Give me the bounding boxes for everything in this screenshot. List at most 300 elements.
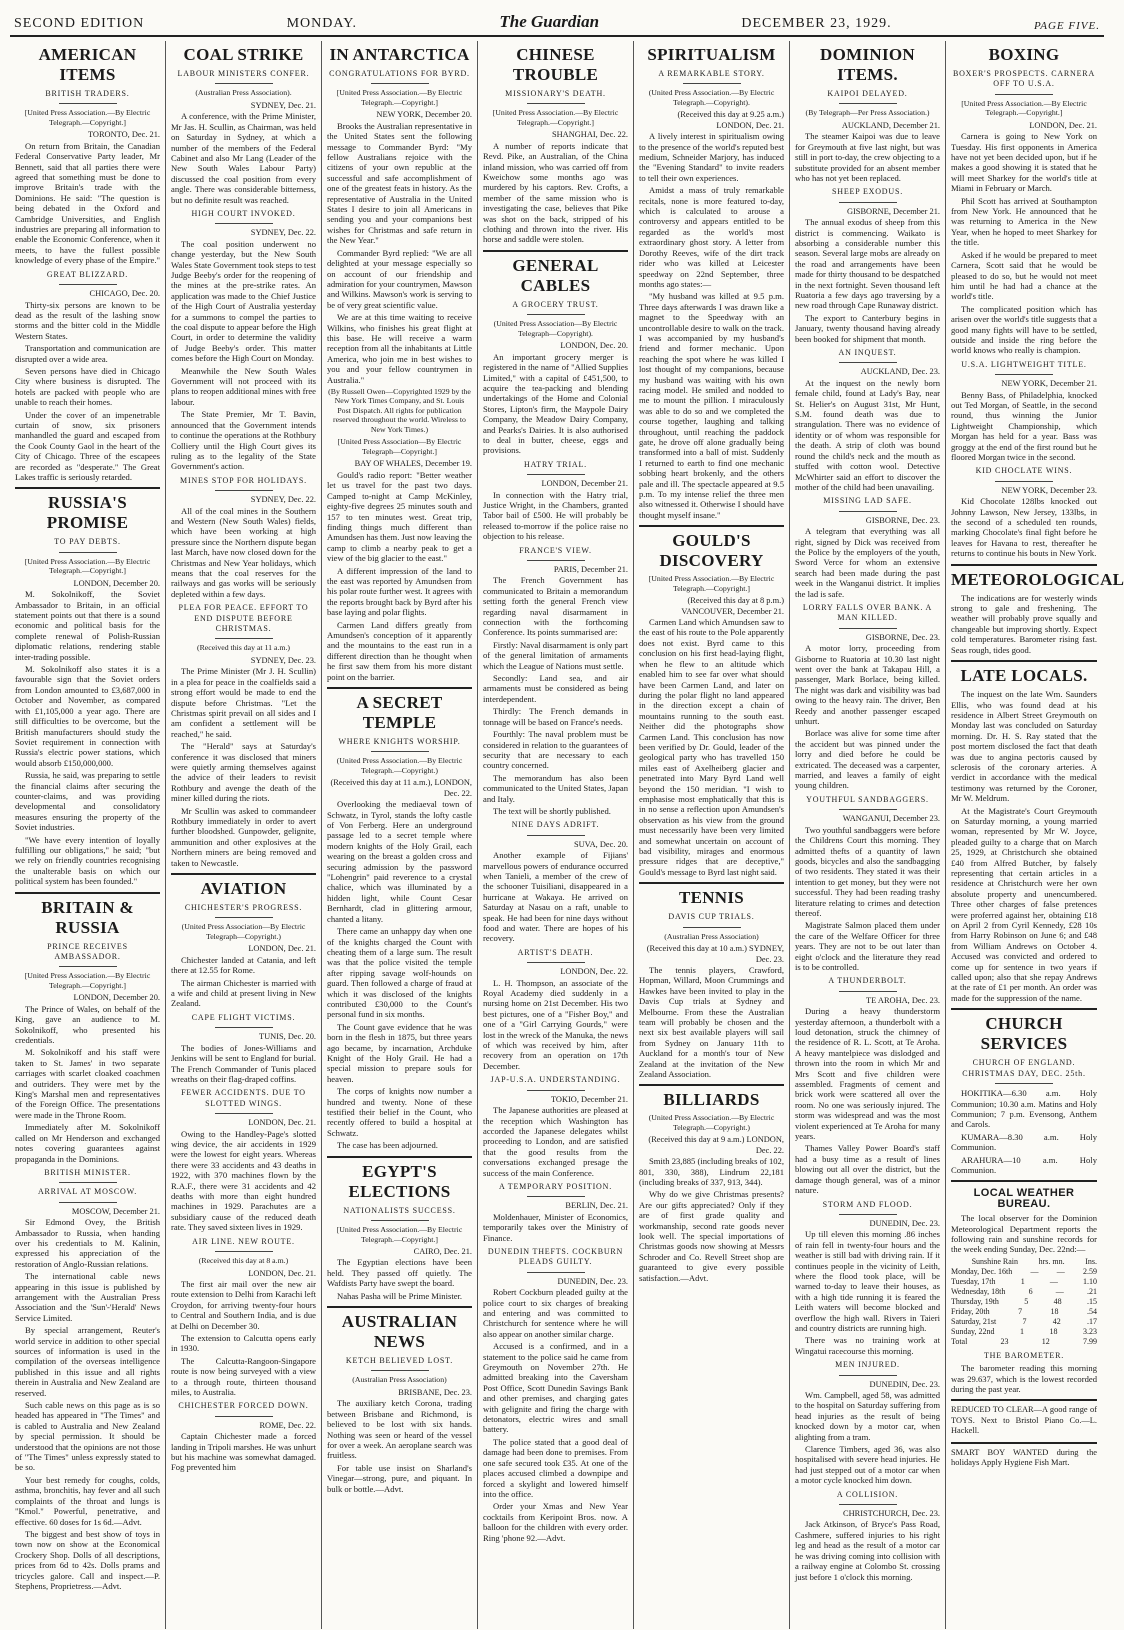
article-paragraph: Carmen Land which Amundsen saw to the east of his route to the Pole apparently does not exist. Byrd came to this conclusion on his first head-laying flight, when he flew to an altitude which enabled him to see far over what should have been Carmen Land, and later on during the polar flight no land appeared in the direction except a chain of mountains running to the south east. Neither did the photographs show Carmen Land. This conclusion has now been verified by Dr. Gould, leader of the geological party who has travelled 150 miles east of Axelheiberg glacier and penetrated into Mary Byrd Land well beyond the 150 meridian. "I wish to emphasise most emphatically that this is in no sense a reflection upon Amundsen's observation as his view from the ground must necessarily have been very limited and somewhat uncertain on account of bad visibility, mirages and enormous pressure ridges that are deceptive," Gould's message to Byrd last night said. [639, 617, 784, 877]
article-paragraph: Under the cover of an impenetrable curtain of snow, six prisoners manhandled the guard and escaped from the Cook County Gaol in the heart of the City of Chicago. Three of the escapees are recorded as "desperate." The Great Lakes traffic is seriously retarded. [15, 409, 160, 482]
section-rule [483, 250, 628, 252]
agency-credit: (Received this day at 8 a.m.) [198, 1256, 289, 1265]
section-subheading: BOXER'S PROSPECTS. CARNERA OFF TO U.S.A. [952, 69, 1096, 89]
short-rule [215, 1416, 273, 1417]
dateline: (Received this day at 9 a.m.) LONDON, Dec. 22. [648, 1135, 784, 1155]
rainfall-cell: Sunday, 22nd [951, 1326, 995, 1336]
article-paragraph: Another example of Fijians' marvellous powers of endurance occurred when Tanieli, a member of the crew of the schooner Tuisiliani, disappeared in a hurricane at Wakaya. He arrived on Saturday at Nasau on a raft, unable to speak. He had been for nine days without food and water. There are hopes of his recovery. [483, 850, 628, 944]
section-subheading: HIGH COURT INVOKED. [191, 208, 296, 218]
article-paragraph: Russia, he said, was preparing to settle the financial claims after securing the counter-claims, and was providing developmental and consolidatory measures ensuring the property of the Soviet industries. [15, 770, 160, 833]
short-rule [995, 1083, 1053, 1084]
dateline: LONDON, December 20. [73, 993, 160, 1003]
section-subheading: TO PAY DEBTS. [54, 537, 121, 547]
dateline: LONDON, Dec. 21. [248, 1268, 316, 1278]
dateline: NEW YORK, December 20. [376, 110, 472, 120]
section-heading: RUSSIA'S PROMISE [46, 493, 129, 533]
article-paragraph: Phil Scott has arrived at Southampton from New York. He announced that he was returning to America in the New Year, when he hoped to meet Sharkey for the title. [951, 195, 1097, 248]
short-rule [839, 809, 897, 810]
dateline: MOSCOW, December 21. [71, 1206, 160, 1216]
rainfall-row [951, 1287, 1097, 1297]
dateline: SYDNEY, Dec. 22. [250, 495, 316, 505]
article-paragraph: In connection with the Hatry trial, Justice Wright, in the Chambers, granted Tabor bail of £500. He will probably be released to-morrow if the police raise no objection to his release. [483, 489, 628, 542]
rainfall-cell: 18 [1050, 1306, 1059, 1316]
rainfall-cell: — [1055, 1286, 1064, 1296]
article-paragraph: HOKITIKA—6.30 a.m. Holy Communion; 10.30 a.m. Matins and Holy Communion; 7 p.m. Evensong, Anthem and Carols. [951, 1088, 1097, 1130]
rainfall-cell: 5 [1024, 1296, 1029, 1306]
short-rule [215, 83, 273, 84]
section-heading: METEOROLOGICAL [951, 569, 1124, 589]
article-paragraph: Mr Scullin was asked to commandeer Rothbury immediately in order to avert further bloodshed. Gunpowder, gelignite, ammunition and other explosives at the Northern miners are being removed and taken to Newcastle. [171, 805, 316, 868]
rainfall-cell: .54 [1087, 1306, 1097, 1316]
short-rule [995, 481, 1053, 482]
short-rule [527, 1090, 585, 1091]
short-rule [59, 1182, 117, 1183]
rainfall-row [951, 1317, 1097, 1327]
section-subheading: MEN INJURED. [835, 1360, 900, 1370]
agency-credit: (United Press Association.—By Electric Telegraph.—Copyright.) [648, 1113, 775, 1132]
article-paragraph: During a heavy thunderstorm yesterday afternoon, a thunderbolt with a loud detonation, struck the chimney of the residence of R. L. Scott, at Te Aroha. A heavy mantelpiece was dislodged and thrown into the room in which Mr and Mrs Scott and five children were assembled. Fragments of cement and brick work were scattered all over the room. No one was seriously injured. The storm was widespread and was the most violent experienced at Te Aroha for many years. [795, 1006, 940, 1142]
article-paragraph: Kid Chocolate 128lbs knocked out Johnny Lawson, New Jersey, 133lbs, in the second of a scheduled ten rounds, marking Chocolate's final fight before he leaves for Havana to rest, thereafter he returns to continue his bouts in New York. [951, 496, 1097, 559]
article-paragraph: The Calcutta-Rangoon-Singapore route is now being surveyed with a view to a through route, thirteen thousand miles, to Australia. [171, 1355, 316, 1397]
rainfall-total-cell: 23 [1000, 1336, 1009, 1346]
dateline: SUVA, Dec. 20. [573, 839, 628, 849]
article-paragraph: Carnera is going to New York on Tuesday. His first opponents in America have not yet been decided upon, but if he makes a good showing it is stated that he will meet Sharkey for the world's title at Miami in February or March. [951, 131, 1097, 194]
rainfall-total-cell: 7.99 [1082, 1336, 1097, 1346]
section-subheading: CHICHESTER FORCED DOWN. [178, 1401, 309, 1411]
article-paragraph: Commander Byrd replied: "We are all delighted at your message especially so on account of our friendship and admiration for your countrymen, Mawson and Wilkins. Mawson's work is serving to be of very great scientific value. [327, 247, 472, 310]
article-paragraph: Order your Xmas and New Year cocktails from Keripoint Bros. now. A balloon for the children with every order. Ring 'phone 92.—Advt. [483, 1501, 628, 1543]
article-paragraph: At the inquest on the newly born female child, found at Lady's Bay, near St. Helier's on August 31st, Mr Hunt, S.M. found death was due to strangulation. There was no evidence of identity or of whom was responsible for the death. A strip of cloth was bound round the child's neck and the mouth as stuffed with cotton wool. Detective McWhirter said an effort to discover the mother of the child had been unavailing. [795, 377, 940, 492]
column-4 [478, 41, 634, 1629]
section-rule [639, 1084, 784, 1086]
article-paragraph: M. Sokolnikoff, the Soviet Ambassador to Britain, in an official statement points out that there is a sound economic and political basis for the complete renewal of Polish-Russian diplomatic relations, rendering stable inter-trading possible. [15, 589, 160, 662]
article-paragraph: The Egyptian elections have been held. They passed off quietly. The Wafdists Party have swept the board. [327, 1257, 472, 1289]
section-subheading: NINE DAYS ADRIFT. [511, 820, 600, 830]
section-rule [951, 1180, 1097, 1182]
short-rule [215, 1113, 273, 1114]
article-paragraph: Asked if he would be prepared to meet Carnera, Scott said that he would be pleased to do so, but he would not meet him until he had had a chance at the world's title. [951, 249, 1097, 302]
agency-credit: [United Press Association—By Electric Telegraph—Copyright.] [337, 437, 462, 456]
section-subheading: A REMARKABLE STORY. [658, 69, 765, 78]
short-rule [527, 314, 585, 315]
dateline: SHANGHAI, Dec. 22. [551, 130, 628, 140]
article-paragraph: Robert Cockburn pleaded guilty at the police court to six charges of breaking and entering and was committed to Christchurch for sentence where he will also appear on another similar charge. [483, 1287, 628, 1339]
barometer-heading: THE BAROMETER. [983, 1350, 1065, 1360]
section-subheading: AN INQUEST. [838, 348, 897, 358]
section-subheading: DUNEDIN THEFTS. COCKBURN PLEADS GUILTY. [487, 1246, 624, 1267]
rainfall-total-cell: Total [951, 1336, 968, 1346]
section-rule [951, 564, 1097, 566]
article-paragraph: Thames Valley Power Board's staff had a busy time as a result of lines blowing out all over the district, but the damage though general, was of a minor nature. [795, 1143, 940, 1196]
dateline: LONDON, Dec. 21. [1029, 120, 1097, 130]
article-paragraph: On return from Britain, the Canadian Federal Conservative Party leader, Mr Bennett, said that all parties there were agreed that something must be done to improve Britain's trade with the Dominions. He said: "The question is being debated in the Oxford and Cambridge Universities, and English industries are preparing all information to enable the Economic Conference, when it meets, to have the fullest possible knowledge of every phase of the Empire." [15, 140, 161, 266]
short-rule [839, 362, 897, 363]
section-heading: CHINESE TROUBLE [512, 45, 599, 84]
agency-credit: (United Press Association.—By Electric Telegraph.—Copyright.) [336, 756, 463, 775]
classified-ad: REDUCED TO CLEAR—A good range of TOYS. Next to Bristol Piano Co.—L. Hackell. [951, 1405, 1097, 1436]
article-paragraph: Transportation and communication are disrupted over a wide area. [15, 343, 160, 364]
rainfall-cell: 1 [1019, 1326, 1024, 1336]
section-rule [327, 1156, 472, 1158]
rainfall-cell: Tuesday, 17th [951, 1276, 996, 1286]
section-subheading: GREAT BLIZZARD. [46, 269, 129, 279]
short-rule [839, 628, 897, 629]
rainfall-total-row [951, 1337, 1097, 1347]
section-subheading: ARTIST'S DEATH. [517, 947, 594, 957]
dateline: DUNEDIN, Dec. 23. [869, 1218, 940, 1228]
article-paragraph: The bodies of Jones-Williams and Jenkins will be sent to England for burial. The French Commander of Tunis placed wreaths on their flag-draped coffins. [171, 1042, 316, 1084]
section-subheading: BRITISH MINISTER. [44, 1167, 131, 1177]
short-rule [527, 1272, 585, 1273]
section-subheading: KID CHOCLATE WINS. [975, 466, 1073, 476]
section-rule [951, 1008, 1097, 1010]
section-subheading: CHURCH OF ENGLAND. CHRISTMAS DAY, DEC. 25th. [962, 1058, 1086, 1078]
rainfall-row [951, 1327, 1097, 1337]
rainfall-cell: .17 [1086, 1316, 1097, 1326]
agency-credit: (By Telegraph—Per Press Association.) [805, 108, 930, 118]
article-paragraph: The "Herald" says at Saturday's conference it was disclosed that miners were quietly arming themselves against the advice of their leaders to revisit Rothbury and avenge the death of the miner killed during the riots. [171, 741, 316, 804]
issue-date: DECEMBER 23, 1929. [741, 16, 892, 31]
rainfall-cell: Thursday, 19th [951, 1296, 999, 1306]
rainfall-cell: Friday, 20th [951, 1306, 990, 1316]
agency-credit: (By Russell Owen—Copyrighted 1929 by the New York Times Company, and St. Louis Post Dispatch. All rights for publication reserved throughout the world. Wireless to New York Times.) [328, 386, 471, 434]
short-rule [215, 223, 273, 224]
dateline: NEW YORK, December 23. [1001, 485, 1097, 495]
article-paragraph: Chichester landed at Catania, and left there at 12.55 for Rome. [171, 954, 316, 976]
article-paragraph: Meanwhile the New South Wales Government will not proceed with its plans to reopen additional mines with free labour. [171, 365, 316, 407]
section-subheading: FRANCE'S VIEW. [519, 545, 592, 555]
section-heading: GOULD'S DISCOVERY [659, 531, 764, 571]
rainfall-row [951, 1267, 1097, 1277]
agency-credit: [United Press Association.—By Electric Telegraph.—Copyright.] [336, 88, 463, 107]
section-rule [639, 525, 784, 527]
article-paragraph: Benny Bass, of Philadelphia, knocked out Ted Morgan, of Seattle, in the second round, thus winning the Junior Lightweight Championship, which Morgan has held for a year. Bass was groggy at the end of the first round but he floored Morgan twice in the second. [951, 389, 1097, 462]
dateline: DUNEDIN, Dec. 23. [557, 1276, 628, 1286]
article-paragraph: Amidst a mass of truly remarkable recitals, none is more featured to-day, which is calculated to arouse a controversy and appears entitled to be regarded as the world's most extraordinary ghost story. A letter from Dorothy Reeves, wife of the dirt track rider who was killed at Leicester speedway on 22nd September, three months ago states:— [639, 185, 784, 289]
article-paragraph: The export to Canterbury begins in January, twenty thousand having already been booked for shipment that month. [795, 312, 940, 344]
section-subheading: MISSING LAD SAFE. [823, 496, 912, 506]
article-paragraph: A different impression of the land to the east was reported by Amundsen from his polar route further west. It agrees with the reports brought back by Byrd after his base laying and polar flights. [327, 565, 472, 618]
dateline: LONDON, December 21. [541, 479, 628, 489]
agency-credit: (United Press Association—By Electric Telegraph—Copyright.) [181, 922, 306, 941]
dateline: (Received this day at 9.25 a.m.) LONDON, Dec. 21. [677, 110, 784, 130]
agency-credit: [United Press Association.—By Electric Telegraph.—Copyright.] [24, 971, 151, 990]
rainfall-cell: Wednesday, 18th [951, 1286, 1006, 1296]
article-paragraph: Fourthly: The naval problem must be considered in relation to the guarantees of security that are necessary to each country concerned. [483, 729, 628, 771]
article-paragraph: KUMARA—8.30 a.m. Holy Communion. [951, 1131, 1097, 1153]
section-heading: CHURCH SERVICES [980, 1014, 1068, 1054]
article-paragraph: The airman Chichester is married with a wife and child at present living in New Zealand. [171, 977, 316, 1009]
short-rule [839, 103, 897, 104]
rainfall-cell: 1 [1020, 1276, 1025, 1286]
paper-title: The Guardian [499, 12, 600, 31]
short-rule [371, 751, 429, 752]
short-rule [839, 991, 897, 992]
short-rule [527, 1196, 585, 1197]
section-rule [951, 660, 1097, 662]
article-paragraph: Owing to the Handley-Page's slotted wing device, the air accidents in 1929 were the lowest for eight years. Whereas there were 33 accidents and 43 deaths in 1922, with 370 machines flown by the R.A.F., there were 31 accidents and 42 deaths with more than eight hundred machines in 1929. Parachutes are a subsidiary cause of the reduced death rate. They saved sixteen lives in 1929. [171, 1128, 316, 1233]
rainfall-total-cell: 12 [1041, 1336, 1050, 1346]
article-paragraph: The inquest on the late Wm. Saunders Ellis, who was found dead at his residence in Albert Street Greymouth on Monday last was concluded on Saturday morning. Dr. H. S. Ray stated that the post mortem disclosed the fact that death was due to angina pectoris caused by sclerosis of the coronary arteries. A verdict in accordance with the medical testimony was returned by the Coroner, Mr W. Meldrum. [951, 689, 1097, 804]
section-subheading: NATIONALISTS SUCCESS. [343, 1205, 456, 1215]
section-heading: A SECRET TEMPLE [356, 693, 443, 732]
article-paragraph: "My husband was killed at 9.5 p.m. Three days afterwards I was drawn like a magnet to the Speedway with an uncontrollable desire to walk on the track. I was accompanied by my husband's friend and former mechanic. Upon reaching the spot where he was killed I lost thought of my companions, because my husband was waiting with his own racing model. He smiled and nodded to me to mount the pillion. I miraculously was able to do so and we completed the course together, laughing and talking throughout, until reaching the paddock gate, he drove off alone gradually being transformed into a ball of mist. Suddenly I returned to earth to find one mechanic sobbing heart brokenly, and the others pale and ill. The spectacle appeared at 9.5 p.m. To my intense relief the three men also witnessed it. Otherwise I should have thought myself insane." [639, 291, 784, 520]
dateline: CHRISTCHURCH, Dec. 23. [842, 1509, 940, 1519]
article-paragraph: Brooks the Australian representative in the United States sent the following message to Commander Byrd: "My fellow Australians rejoice with the citizens of your own republic at the successful and safe accomplishment of one of the greatest feats in history. As the representative of Australia in the United States I desire to join all Americans in sending you and your companions best wishes for Christmas and safe return in the New Year." [327, 120, 472, 246]
article-paragraph: A conference, with the Prime Minister, Mr Jas. H. Scullin, as Chairman, was held on Saturday in Sydney, at which a number of the members of the Federal Cabinet and also Mr Lang (Leader of the New South Wales Labour Party) discussed the coal position from every angle. There was considerable bitterness, but no definite result was reached. [171, 111, 316, 205]
ad-rule [951, 1399, 1097, 1401]
agency-credit: [United Press Association.—By Electric Telegraph.—Copyright.] [961, 98, 1087, 118]
rainfall-cell: — [1056, 1266, 1065, 1276]
article-paragraph: The biggest and best show of toys in town now on show at the Economical Crockery Shop. Dolls of all descriptions, prices from 6d to 42s. Dolls prams and tricycles galore. Call and inspect.—P. Stephens, Proprietress.—Advt. [15, 1528, 160, 1591]
column-1 [10, 41, 166, 1629]
article-paragraph: Your best remedy for coughs, colds, asthma, bronchitis, hay fever and all such complaints of the throat and lungs is "Kmol." Powerful, penetrative, and effective. 60 doses for 1s 6d.—Advt. [15, 1474, 160, 1527]
rainfall-col-head: hrs. mn. [1038, 1256, 1065, 1266]
rainfall-cell: .15 [1087, 1296, 1097, 1306]
article-paragraph: "We have every intention of loyally fulfilling our obligations," he said; "but we rely on friendly countries recognising the unalterable basis on which our political system has been founded." [15, 834, 160, 887]
agency-credit: [United Press Association.—By Electric Telegraph.—Copyright.] [24, 556, 151, 576]
dateline: PARIS, December 21. [553, 565, 628, 574]
article-paragraph: Up till eleven this morning .86 inches of rain fell in twenty-four hours and the weather is still bad with driving rain. If it continues people in the vicinity of Leith, where the flood took place, will be warned to-day to leave their houses, as with a high tide running it is feared the Leith waters will become blocked and overflow the high wall. Rivers in Taieri and country districts are running high. [795, 1229, 940, 1333]
section-heading: EGYPT'S ELECTIONS [348, 1161, 451, 1201]
agency-credit: (Received this day at 11 a.m.) [196, 643, 291, 653]
article-paragraph: Smith 23,885 (including breaks of 102, 801, 330, 388), Lindrum 22,181 (including breaks of 337, 913, 344). [639, 1156, 784, 1188]
article-paragraph: Two youthful sandbaggers were before the Childrens Court this morning. They admitted thefts of a quantity of lawn goods, bicycles and also the sandbagging of two residents. They stated it was their intention to get money, but they were not successful. They had been reading trashy literature relating to crimes and detection thereof. [795, 824, 940, 918]
short-rule [995, 374, 1053, 375]
dateline: NEW YORK, December 21. [1001, 379, 1097, 389]
dateline: TOKIO, December 21. [550, 1094, 628, 1104]
dateline: LONDON, December 20. [73, 578, 160, 588]
article-paragraph: The auxiliary ketch Corona, trading between Brisbane and Richmond, is believed to be lost with six hands. Nothing was seen or heard of the vessel for over a week. An aeroplane search was fruitless. [327, 1398, 472, 1461]
dateline: BRISBANE, Dec. 23. [398, 1387, 472, 1397]
dateline: CHICAGO, Dec. 20. [89, 289, 160, 299]
article-paragraph: At the Magistrate's Court Greymouth on Saturday morning, a young married woman, represented by Mr W. Joyce, pleaded guilty to a charge that on March 25, 1929, at Christchurch she obtained £40 from Alfred Butcher, by falsely representing that certain articles in a residence at Christchurch were her own absolute property and unencumbered. Three other charges of false pretences were proferred against her, obtaining £18 on April 2 from Cyril Kennedy, £28 10s from Harry Robinson on June 6; and £48 from William Andrews on October 4. Accused was convicted and ordered to come up for sentence in two years if called upon; also that she repay Andrews at the rate of £1 per month. An order was made for the suppression of the name. [951, 805, 1097, 1003]
short-rule [527, 103, 585, 104]
dateline: (Received this day at 8 p.m.) VANCOUVER, December 21. [681, 596, 784, 616]
rainfall-header-row [951, 1257, 1097, 1267]
section-heading: AVIATION [200, 879, 287, 899]
article-paragraph: M. Sokolnikoff also states it is a favourable sign that the Soviet orders from London amounted to £3,687,000 in October and November, as compared with £1,105,000 a year ago. There are still difficulties to be overcome, but the British manufacturers should study the Soviet requirement in connection with Russia's electric power stations, which would absorb £150,000,000. [15, 664, 160, 768]
short-rule [839, 511, 897, 512]
rainfall-cell: Saturday, 21st [951, 1316, 997, 1326]
agency-credit: [United Press Association.—By Electric Telegraph.—Copyright.] [492, 108, 619, 127]
column-3 [322, 41, 478, 1629]
section-rule [171, 873, 316, 875]
rainfall-cell: 18 [1049, 1326, 1058, 1336]
rainfall-row [951, 1277, 1097, 1287]
article-paragraph: The annual exodus of sheep from this district is commencing. Waikato is absorbing a considerable number this season. Several large mobs are already on the road and arrangements have been made for thirty thousand to be despatched in the next fortnight. Seven thousand left Ruatoria a few days ago traversing by a new road through Cape Runaway district. [795, 217, 940, 311]
short-rule [215, 1027, 273, 1028]
section-subheading: PRINCE RECEIVES AMBASSADOR. [47, 941, 128, 961]
rainfall-cell: 48 [1053, 1296, 1062, 1306]
classified-ad: SMART BOY WANTED during the holidays Apply Hygiene Fish Mart. [951, 1447, 1097, 1468]
section-subheading: MISSIONARY'S DEATH. [505, 89, 606, 98]
article-paragraph: We are at this time waiting to receive Wilkins, who finishes his great flight at this base. He will receive a warm reception from all the inhabitants at Little America, who join me in best wishes to you and your fellow countrymen in Australia." [327, 312, 472, 385]
article-paragraph: Such cable news on this page as is so headed has appeared in "The Times" and is cabled to Australia and New Zealand by special permission. It should be understood that the opinions are not those of "The Times" unless expressly stated to be so. [15, 1400, 160, 1473]
dateline: WANGANUI, December 23. [842, 814, 940, 824]
section-subheading: WHERE KNIGHTS WORSHIP. [338, 737, 461, 746]
article-paragraph: Sir Edmond Ovey, the British Ambassador to Russia, when handing over his credentials to M. Kalinin, expressed his appreciation of the restoration of Anglo-Russian relations. [15, 1217, 160, 1269]
dateline: DUNEDIN, Dec. 23. [869, 1379, 940, 1389]
article-paragraph: The memorandum has also been communicated to the United States, Japan and Italy. [483, 772, 628, 804]
section-heading: AMERICAN ITEMS [38, 45, 137, 84]
section-heading: GENERAL CABLES [512, 255, 599, 295]
dateline: SYDNEY, Dec. 22. [250, 228, 316, 238]
short-rule [527, 962, 585, 963]
rainfall-cell: 3.23 [1082, 1326, 1097, 1336]
agency-credit: [United Press Association.—By Electric Telegraph.—Copyright.] [336, 1225, 463, 1244]
agency-credit: (United Press Association—By Electric Telegraph—Copyright). [493, 319, 618, 338]
column-7 [946, 41, 1124, 1629]
dateline: LONDON, Dec. 22. [560, 967, 628, 977]
edition-label: SECOND EDITION [14, 16, 145, 31]
article-paragraph: The Prince of Wales, on behalf of the King, gave an audience to M. Sokolnikoff, who presented his credentials. [15, 1003, 160, 1046]
dateline: AUCKLAND, December 21. [841, 120, 940, 130]
short-rule [371, 83, 429, 84]
section-heading: DOMINION ITEMS. [820, 45, 915, 84]
short-rule [59, 103, 117, 104]
article-paragraph: By special arrangement, Reuter's world service in addition to other special sources of information is used in the compilation of the overseas intelligence published in this issue and all rights therein in Australia and New Zealand are reserved. [15, 1325, 160, 1398]
dateline: SYDNEY, Dec. 23. [250, 655, 316, 665]
article-paragraph: The State Premier, Mr T. Bavin, announced that the Government intends to continue the operations at the Rothbury Colliery until the High Court gives its ruling as to the legality of the State Government's action. [171, 409, 316, 472]
section-rule [639, 882, 784, 884]
dateline: GISBORNE, Dec. 23. [865, 515, 940, 525]
short-rule [59, 284, 117, 285]
article-paragraph: For table use insist on Sharland's Vinegar—strong, pure, and piquant. In bulk or bottle.—Advt. [327, 1462, 472, 1494]
article-paragraph: The Prime Minister (Mr J. H. Scullin) in a plea for peace in the coalfields said a strong effort would be made to end the dispute before Christmas. "Let the Christmas spirit prevail on all sides and I am confident a settlement will be reached," he said. [171, 666, 316, 739]
article-paragraph: The international cable news appearing in this issue is published by arrangement with the Australian Press Association and the 'Sun'-'Herald' News Service Limited. [15, 1271, 160, 1323]
rainfall-cell: Monday, Dec. 16th [951, 1266, 1013, 1276]
agency-credit: (Australian Press Association). [195, 88, 292, 98]
section-subheading: YOUTHFUL SANDBAGGERS. [806, 794, 929, 804]
rainfall-cell: 7 [1022, 1316, 1027, 1326]
article-paragraph: The Japanese authorities are pleased at the reception which Washington has accorded the Japanese delegates whilst proceeding to London, and are satisfied that the good results from the conversations exchanged presage the success of the main Conference. [483, 1105, 628, 1178]
article-paragraph: A motor lorry, proceeding from Gisborne to Ruatoria at 10.30 last night went over the bank at Takapau Hill, a passenger, Mark Borlace, being killed. The night was dark and visibility was bad owing to the heavy rain. The driver, Ben Reedy and another passenger escaped unhurt. [795, 643, 940, 727]
column-2 [166, 41, 322, 1629]
article-paragraph: Moldenhauer, Minister of Economics, temporarily takes over the Ministry of Finance. [483, 1211, 628, 1243]
rainfall-cell: .21 [1087, 1286, 1097, 1296]
section-subheading: CONGRATULATIONS FOR BYRD. [329, 69, 470, 78]
article-paragraph: M. Sokolnikoff and his staff were taken to St. James' in two separate carriages with scarlet cloaked coachmen and outriders. They were met by the King's Marshal men and representatives of the Foreign Office. The presentations were made in the Throne Room. [15, 1047, 160, 1120]
article-paragraph: Overlooking the mediaeval town of Schwatz, in Tyrol, stands the lofty castle of Von Ferberg. Here an underground passage led to a secret temple where modern knights of the Holy Grail, each wearing on the breast a golden cross and securing admission by the password "Lohengrin" paid reverence to a crystal chalice, which was illuminated by a hidden light, while Count Cesar Bernhardt, clad in glittering armour, chanted a litany. [327, 799, 472, 924]
section-rule [15, 892, 160, 894]
article-paragraph: There came an unhappy day when one of the knights charged the Count with cheating them of a large sum. The result was that the police visited the temple after ripping savage wolf-hounds on guard. Then followed a charge of fraud at which it was disclosed of the knights contributed £30,000 to the Count's personal fund in six months. [327, 926, 472, 1020]
short-rule [59, 552, 117, 553]
article-paragraph: Nahas Pasha will be Prime Minister. [337, 1290, 463, 1301]
section-heading: IN ANTARCTICA [329, 45, 470, 64]
short-rule [527, 474, 585, 475]
article-paragraph: The Count gave evidence that he was born in the flesh in 1875, but three years ago became, by incarnation, Archduke Knight of the Holy Grail. He had a special mission to prepare souls for heaven. [327, 1021, 472, 1084]
section-heading: BOXING [988, 45, 1060, 64]
agency-credit: (United Press Association.—By Electric Telegraph.—Copyright). [648, 88, 775, 107]
section-subheading: LABOUR MINISTERS CONFER. [177, 69, 310, 78]
rainfall-cell: — [1049, 1276, 1058, 1286]
page-number: PAGE FIVE. [1033, 20, 1100, 32]
article-paragraph: Thirdly: The French demands in tonnage will be based on France's needs. [483, 706, 628, 727]
article-paragraph: Wm. Campbell, aged 58, was admitted to the hospital on Saturday suffering from head injuries as the result of being knocked down by a motor car, when alighting from a tram. [795, 1390, 940, 1442]
section-heading: LATE LOCALS. [960, 666, 1088, 686]
article-paragraph: A number of reports indicate that Revd. Pike, an Australian, of the China inland mission, who was carried off from Kweichow some months ago was murdered by his captors. Rev. Crofts, a member of the same mission who is investigating the case, believes that Pike was shot on the back, stripped of his clothing and thrown into the river. His horse and saddle were stolen. [483, 140, 628, 245]
section-subheading: LORRY FALLS OVER BANK. A MAN KILLED. [802, 602, 933, 623]
section-heading: BILLIARDS [663, 1090, 760, 1110]
section-heading: SPIRITUALISM [647, 45, 776, 64]
article-paragraph: A telegram that everything was all right, signed by Dick was received from the Police by the employers of the youth, Sword Verce for whom an extensive search had been made during the past week in the Wanganui district. It implies the lad is safe. [795, 526, 940, 599]
section-subheading: A THUNDERBOLT. [828, 976, 907, 986]
section-subheading: A TEMPORARY POSITION. [498, 1181, 613, 1191]
section-subheading: AIR LINE. NEW ROUTE. [192, 1236, 295, 1246]
short-rule [839, 1214, 897, 1215]
article-paragraph: Gould's radio report: "Better weather let us travel for the past two days. Camped to-night at Camp McKinley, eighty-five degrees 25 minutes south and 157 to ten minutes west. Great trip, finding things much different than Amundsen has them. Just now leaving the camp to climb a nearby peak to get a view of the big glacier to the east." [327, 469, 472, 564]
rainfall-row [951, 1297, 1097, 1307]
section-rule [327, 687, 472, 689]
section-subheading: BRITISH TRADERS. [45, 89, 130, 98]
rainfall-col-head: Sunshine Rain [971, 1256, 1019, 1266]
section-subheading: A COLLISION. [836, 1489, 899, 1499]
section-subheading: KETCH BELIEVED LOST. [345, 1356, 454, 1366]
rainfall-cell: 2.59 [1083, 1266, 1097, 1276]
section-subheading: JAP-U.S.A. UNDERSTANDING. [490, 1075, 621, 1085]
dateline: LONDON, Dec. 21. [248, 1118, 316, 1128]
article-paragraph: The tennis players, Crawford, Hopman, Willard, Moon Crummings and Hawkes have been invited to play in the Davis Cup trials at Sydney and Melbourne. From these the Australian team will probably be chosen and the next six best available players will sail from Sydney on January 11th to Auckland for a month's tour of New Zealand at the invitation of the New Zealand Association. [639, 964, 784, 1079]
article-paragraph: Magistrate Salmon placed them under the care of the Welfare Officer for three years. They are not to be out later than eight o'clock and the literature they read is to be controlled. [795, 920, 940, 972]
day-label: MONDAY. [286, 16, 358, 31]
article-paragraph: Borlace was alive for some time after the accident but was pinned under the lorry and died before he could be extricated. The deceased was a carpenter, married, and leaves a family of eight young children. [795, 728, 940, 791]
article-paragraph: A lively interest in spiritualism owing to the presence of the world's reputed best medium, Schneider Marjory, has induced the "Evening Standard" to invite readers to tell their own experiences. [639, 131, 784, 183]
ad-rule [951, 1442, 1097, 1444]
article-paragraph: The complicated position which has arisen over the world's title suggests that a good many fights will have to be settled, outside and inside the ring before the world knows who really is champion. [951, 303, 1097, 356]
dateline: TE AROHA, Dec. 23. [866, 995, 940, 1005]
dateline: GISBORNE, Dec. 23. [865, 632, 940, 642]
dateline: SYDNEY, Dec. 21. [250, 100, 316, 110]
rainfall-table [951, 1257, 1097, 1347]
article-paragraph: The indications are for westerly winds strong to gale and freshening. The weather will probably prove squally and changeable but improving shortly. Expect cold temperatures. Barometer rising fast. Seas rough, tides good. [951, 592, 1097, 655]
article-paragraph: The text will be shortly published. [493, 805, 611, 816]
short-rule [527, 560, 585, 561]
article-paragraph: The extension to Calcutta opens early in 1930. [171, 1332, 316, 1354]
columns [10, 41, 1124, 1629]
short-rule [683, 927, 741, 928]
article-paragraph: Jack Atkinson, of Bryce's Pass Road, Cashmere, suffered injuries to his right leg and head as the result of a motor car he was driving coming into collision with a railway engine at Colombo St. crossing just before 1 o'clock this morning. [795, 1519, 940, 1582]
masthead [10, 8, 1104, 37]
agency-credit: [United Press Association.—By Electric Telegraph.—Copyright.] [24, 108, 151, 127]
article-paragraph: The first air mail over the new air route extension to Delhi from Karachi left Croydon, for arriving twenty-four hours to Central and Southern India, and is due at Delhi on December 30. [171, 1278, 316, 1331]
article-paragraph: The coal position underwent no change yesterday, but the New South Wales State Government took steps to test Judge Beeby's order for the reopening of the mines at the pre-strike rates. An application was made to the Chief Justice of the High Court of Australia yesterday for a summons to compel the parties to the coal dispute to appear before the High Court, in order to determine the validity of Judge Beeby's order. This matter comes before the High Court on Monday. [171, 238, 316, 364]
article-paragraph: Accused is a confirmed, and in a statement to the police said he came from Greymouth on November 27th. He admitted breaking into the Caversham Post Office, Scott Dunedin Savings Bank and other premises, and charging gates with gelignite and firing the charge with detonators, electric wires and small battery. [483, 1341, 628, 1435]
section-subheading: CHICHESTER'S PROGRESS. [184, 903, 303, 913]
rainfall-cell: 7 [1018, 1306, 1023, 1316]
weather-intro: The local observer for the Dominion Meteorological Department reports the following rain and sunshine records for the week ending Sunday, Dec. 22nd:— [951, 1213, 1097, 1255]
agency-credit: [United Press Association.—By Electric Telegraph.—Copyright.] [648, 574, 775, 593]
article-paragraph: Thirty-six persons are known to be dead as the result of the lashing snow storms and the bitter cold in the Middle Western States. [15, 299, 160, 341]
article-paragraph: Why do we give Christmas presents? Are our gifts appreciated? Only if they are of first grade quality and workmanship, second rate goods never look well. The special importations of Christmas goods now showing at Messrs Schroder and Co. Revell Street shop are guaranteed to give every possible satisfaction.—Advt. [639, 1189, 784, 1283]
section-heading: BRITAIN & RUSSIA [41, 897, 134, 937]
article-paragraph: Carmen Land differs greatly from Amundsen's conception of it apparently and the mountains to the east run in a different direction than he thought when he first saw them from his more distant point on the barrier. [327, 619, 472, 682]
section-subheading: FEWER ACCIDENTS. DUE TO SLOTTED WINGS. [181, 1088, 306, 1108]
dateline: (Received this day at 10 a.m.) SYDNEY, Dec. 23. [646, 944, 784, 964]
article-paragraph: L. H. Thompson, an associate of the Royal Academy died suddenly in a nursing home on 21st December. His two best pictures, one of a "Fisher Boy," and one of a "Girl Carrying Gourds," were lost in the wreck of the Manuka, the news of which was received by him, after recovery from an operation on 17th December. [483, 977, 628, 1071]
column-6 [790, 41, 946, 1629]
dateline: GISBORNE, December 21. [846, 206, 940, 216]
section-subheading: KAIPOI DELAYED. [827, 89, 908, 98]
rainfall-cell: 6 [1028, 1286, 1033, 1296]
dateline: TORONTO, Dec. 21. [87, 130, 160, 140]
section-subheading: PLEA FOR PEACE. EFFORT TO END DISPUTE BEFORE CHRISTMAS. [178, 603, 309, 633]
article-paragraph: The case has been adjourned. [337, 1140, 438, 1151]
short-rule [215, 490, 273, 491]
section-subheading: HATRY TRIAL. [524, 459, 587, 469]
article-paragraph: Firstly: Naval disarmament is only part of the general limitation of armaments which the League of Nations must settle. [483, 639, 628, 671]
short-rule [683, 83, 741, 84]
